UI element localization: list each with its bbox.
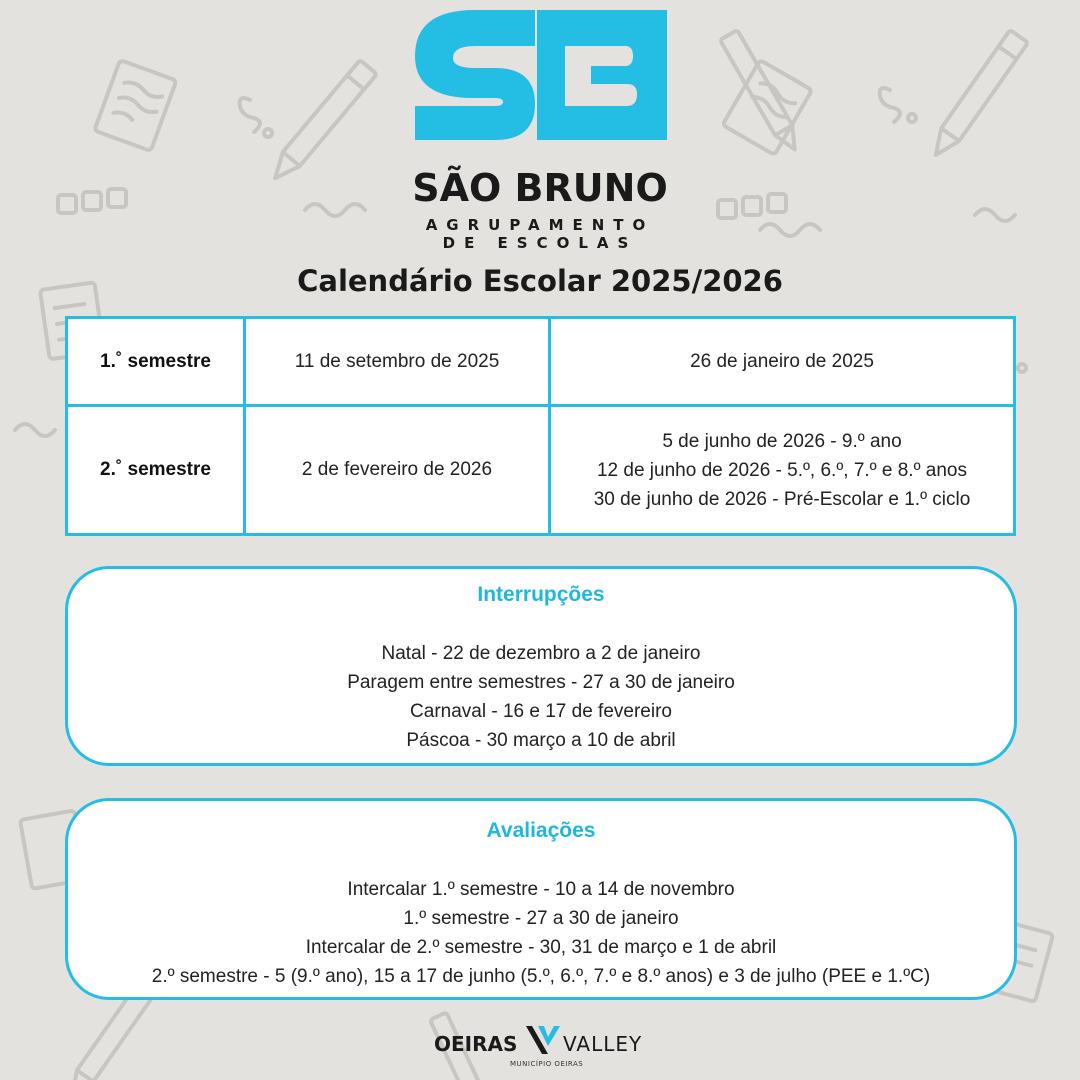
oeiras-valley-logo	[420, 1018, 660, 1074]
footer-small-text: MUNICÍPIO OEIRAS	[510, 1060, 584, 1068]
table-row	[67, 318, 1015, 406]
evaluations-list	[68, 875, 1014, 991]
table-row	[67, 406, 1015, 535]
v-mark-icon	[524, 1022, 564, 1058]
list-item: Carnaval - 16 e 17 de fevereiro	[410, 701, 672, 722]
list-item: Paragem entre semestres - 27 a 30 de janeiro	[347, 672, 735, 693]
semester-end-line: 5 de junho de 2026 - 9.º ano	[662, 430, 902, 452]
list-item: 1.º semestre - 27 a 30 de janeiro	[403, 908, 679, 929]
sb-logo	[415, 10, 667, 140]
evaluations-panel	[65, 798, 1017, 1000]
semester-end-line: 30 de junho de 2026 - Pré-Escolar e 1.º ciclo	[593, 488, 971, 510]
semester-end	[550, 406, 1015, 535]
footer-brand-part2: VALLEY	[563, 1032, 643, 1056]
semester-label: 1.˚ semestre	[67, 318, 245, 406]
footer-brand-part1: OEIRAS	[434, 1032, 518, 1056]
semester-start: 11 de setembro de 2025	[245, 318, 550, 406]
interruptions-title: Interrupções	[477, 583, 605, 606]
brand-name: SÃO BRUNO	[412, 166, 668, 210]
semester-end	[550, 318, 1015, 406]
evaluations-title: Avaliações	[486, 819, 596, 842]
brand-subtitle-line2: DE ESCOLAS	[442, 234, 638, 252]
semester-end-line: 12 de junho de 2026 - 5.º, 6.º, 7.º e 8.º anos	[596, 459, 968, 481]
brand-subtitle-line1: AGRUPAMENTO	[425, 216, 655, 234]
semester-end-line: 26 de janeiro de 2025	[690, 351, 874, 372]
list-item: 2.º semestre - 5 (9.º ano), 15 a 17 de junho (5.º, 6.º, 7.º e 8.º anos) e 3 de julho (PEE e 1.ºC)	[151, 966, 931, 987]
list-item: Intercalar de 2.º semestre - 30, 31 de março e 1 de abril	[305, 937, 777, 958]
interruptions-panel	[65, 566, 1017, 766]
interruptions-list	[68, 639, 1014, 755]
list-item: Páscoa - 30 março a 10 de abril	[406, 730, 676, 751]
semester-label: 2.˚ semestre	[67, 406, 245, 535]
semester-start: 2 de fevereiro de 2026	[245, 406, 550, 535]
calendar-title: Calendário Escolar 2025/2026	[297, 264, 783, 298]
list-item: Natal - 22 de dezembro a 2 de janeiro	[381, 643, 701, 664]
semester-table	[65, 316, 1016, 536]
list-item: Intercalar 1.º semestre - 10 a 14 de novembro	[347, 879, 735, 900]
